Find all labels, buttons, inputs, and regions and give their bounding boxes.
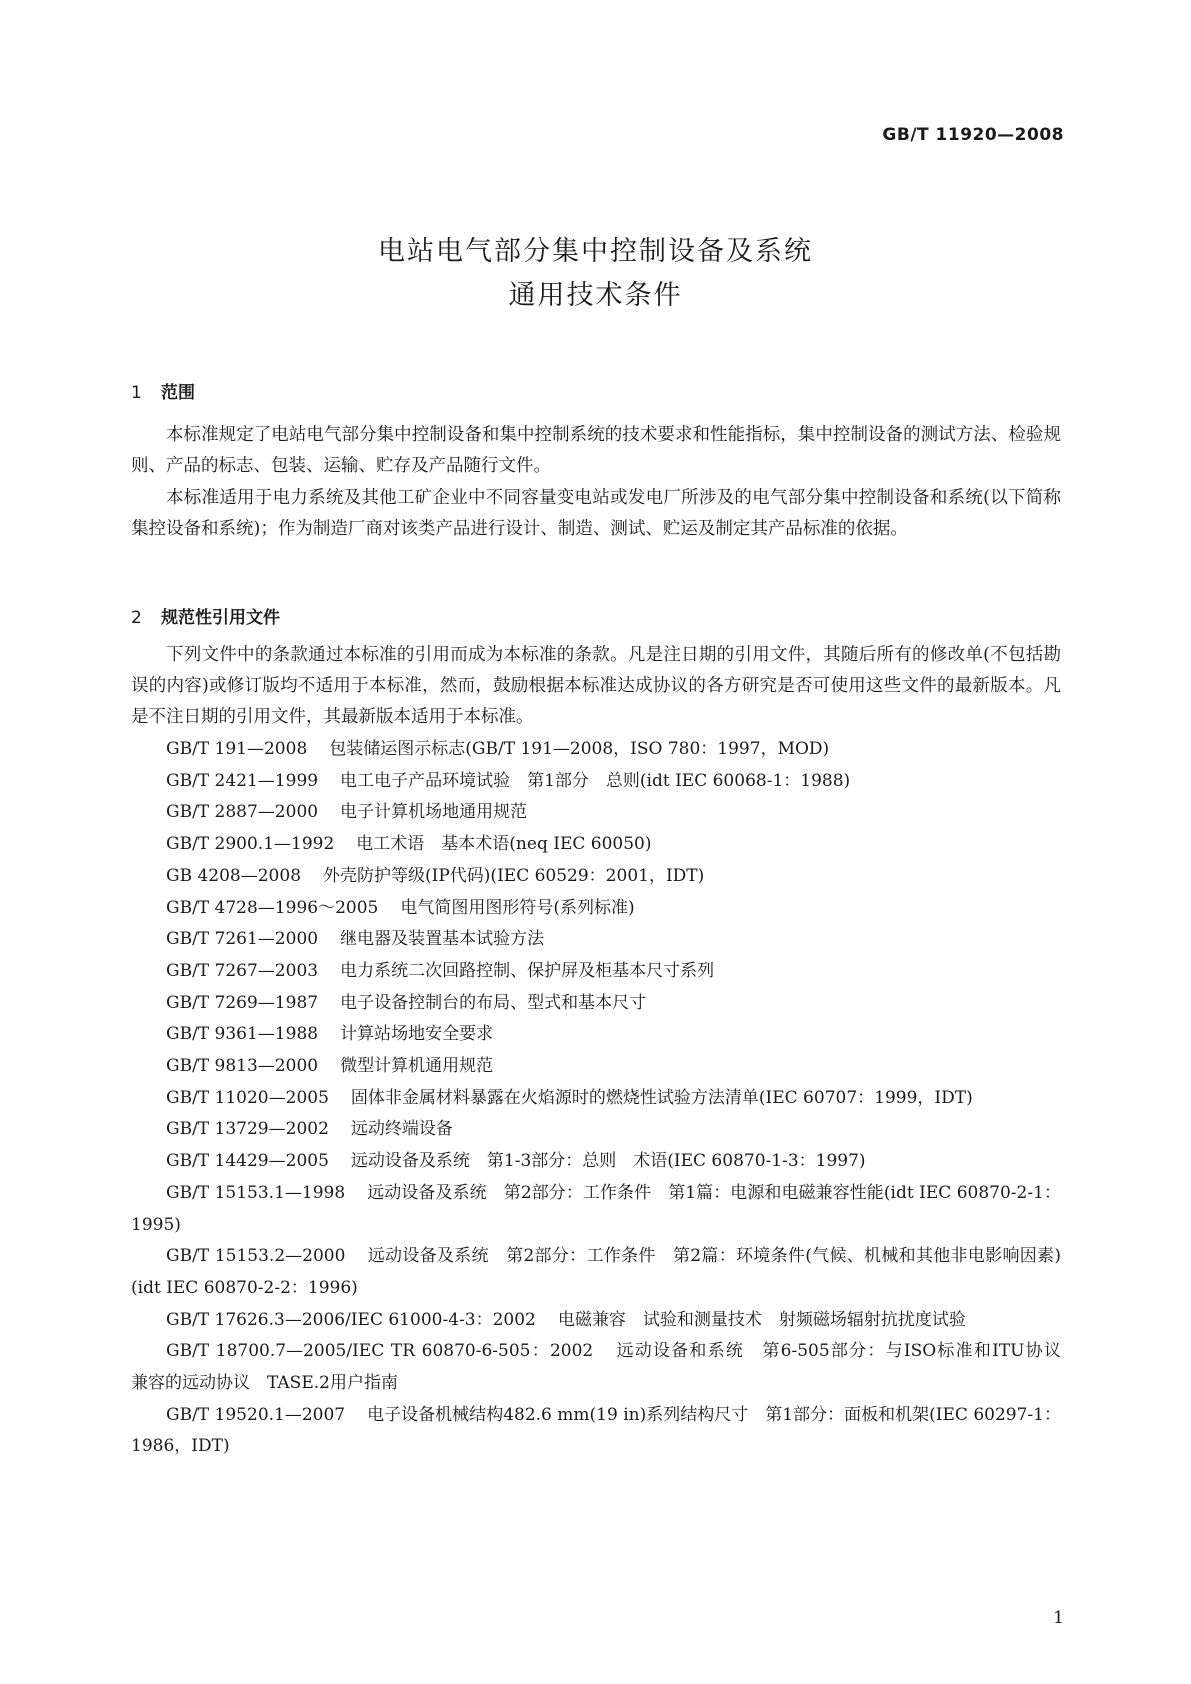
- reference-code: GB/T 4728—1996～2005: [166, 897, 379, 918]
- document-title-line1: 电站电气部分集中控制设备及系统: [378, 236, 813, 267]
- reference-title: 微型计算机通用规范: [340, 1056, 494, 1077]
- reference-item: [131, 1336, 1078, 1399]
- reference-title: 电工术语 基本术语(neq IEC 60050): [356, 834, 652, 855]
- reference-code: GB/T 191—2008: [166, 739, 308, 759]
- reference-code: GB/T 15153.2—2000: [166, 1246, 346, 1267]
- reference-item: [131, 956, 1061, 988]
- reference-title: 电磁兼容 试验和测量技术 射频磁场辐射抗扰度试验: [557, 1309, 966, 1330]
- section-1-heading: [131, 378, 195, 403]
- reference-title: 远动设备及系统 第2部分：工作条件 第2篇：环境条件(气候、机械和其他非电影响因素)(idt IEC 60870-2-2：1996): [131, 1246, 1061, 1298]
- section-1-paragraph-2: 本标准适用于电力系统及其他工矿企业中不同容量变电站或发电厂所涉及的电气部分集中控制设备和系统(以下简称集控设备和系统)；作为制造厂商对该类产品进行设计、制造、测试、贮运及制定其产品标准的依据。: [131, 488, 1061, 539]
- reference-title: 继电器及装置基本试验方法: [340, 929, 545, 950]
- reference-title: 远动设备和系统 第6-505部分：与ISO标准和ITU协议 兼容的远动协议 TASE.2用户指南: [131, 1341, 1078, 1394]
- section-2-heading: [131, 603, 280, 628]
- document-title-line2: 通用技术条件: [508, 280, 683, 311]
- reference-code: GB/T 7269—1987: [166, 992, 319, 1013]
- reference-item: [131, 797, 1061, 829]
- reference-item: [131, 1178, 1061, 1241]
- reference-code: GB/T 9813—2000: [166, 1056, 319, 1077]
- reference-code: GB/T 13729—2002: [166, 1119, 329, 1140]
- reference-code: GB/T 2421—1999: [166, 770, 319, 791]
- reference-title: 远动终端设备: [350, 1119, 453, 1140]
- section-1-paragraph-1: 本标准规定了电站电气部分集中控制设备和集中控制系统的技术要求和性能指标，集中控制设备的测试方法、检验规则、产品的标志、包装、运输、贮存及产品随行文件。: [131, 425, 1061, 476]
- reference-title: 电子计算机场地通用规范: [340, 802, 528, 823]
- reference-title: 远动设备及系统 第2部分：工作条件 第1篇：电源和电磁兼容性能(idt IEC 60870-2-1：1995): [131, 1182, 1061, 1235]
- section-1-number: 1: [131, 383, 142, 403]
- reference-item: [131, 734, 1061, 766]
- reference-item: [131, 988, 1061, 1020]
- section-2-intro: 下列文件中的条款通过本标准的引用而成为本标准的条款。凡是注日期的引用文件，其随后所有的修改单(不包括勘误的内容)或修订版均不适用于本标准，然而，鼓励根据本标准达成协议的各方研究是否可使用这些文件的最新版本。凡是不注日期的引用文件，其最新版本适用于本标准。: [131, 645, 1061, 727]
- reference-code: GB/T 14429—2005: [166, 1151, 329, 1172]
- reference-item: [131, 1083, 1061, 1115]
- reference-code: GB 4208—2008: [166, 865, 302, 886]
- standard-code: GB/T 11920—2008: [882, 125, 1064, 145]
- reference-item: [131, 1051, 1061, 1083]
- reference-item: [131, 1019, 1061, 1051]
- reference-item: [131, 1400, 1061, 1463]
- reference-code: GB/T 9361—1988: [166, 1024, 319, 1045]
- reference-title: 包装储运图示标志(GB/T 191—2008，ISO 780：1997，MOD): [329, 739, 830, 759]
- reference-code: GB/T 11020—2005: [166, 1087, 329, 1108]
- reference-item: [131, 1241, 1061, 1304]
- page-number: 1: [1053, 1608, 1064, 1628]
- reference-code: GB/T 17626.3—2006/IEC 61000-4-3：2002: [166, 1309, 536, 1330]
- section-1-title: 范围: [161, 383, 195, 403]
- reference-code: GB/T 18700.7—2005/IEC TR 60870-6-505：2002: [166, 1341, 594, 1362]
- reference-code: GB/T 15153.1—1998: [166, 1182, 346, 1203]
- reference-item: [131, 924, 1061, 956]
- reference-code: GB/T 2887—2000: [166, 802, 319, 823]
- reference-title: 电子设备控制台的布局、型式和基本尺寸: [340, 992, 647, 1013]
- reference-item: [131, 1305, 1061, 1337]
- reference-item: [131, 861, 1061, 893]
- reference-item: [131, 1146, 1061, 1178]
- reference-title: 电力系统二次回路控制、保护屏及柜基本尺寸系列: [340, 960, 715, 981]
- reference-item: [131, 829, 1061, 861]
- reference-list: [131, 734, 1078, 1463]
- reference-title: 远动设备及系统 第1-3部分：总则 术语(IEC 60870-1-3：1997): [350, 1151, 866, 1172]
- reference-title: 电气简图用图形符号(系列标准): [400, 897, 635, 918]
- reference-code: GB/T 7267—2003: [166, 960, 319, 981]
- section-2-title: 规范性引用文件: [161, 608, 280, 628]
- reference-title: 外壳防护等级(IP代码)(IEC 60529：2001，IDT): [323, 865, 705, 886]
- reference-item: [131, 893, 1061, 925]
- reference-item: [131, 766, 1061, 798]
- reference-item: [131, 1114, 1061, 1146]
- reference-title: 电子设备机械结构482.6 mm(19 in)系列结构尺寸 第1部分：面板和机架(IEC 60297-1：1986，IDT): [131, 1404, 1062, 1457]
- reference-title: 计算站场地安全要求: [340, 1024, 494, 1045]
- reference-title: 固体非金属材料暴露在火焰源时的燃烧性试验方法清单(IEC 60707：1999，IDT): [350, 1087, 973, 1108]
- reference-code: GB/T 7261—2000: [166, 929, 319, 950]
- reference-code: GB/T 2900.1—1992: [166, 834, 335, 855]
- reference-code: GB/T 19520.1—2007: [166, 1404, 346, 1425]
- section-2-number: 2: [131, 608, 142, 628]
- reference-title: 电工电子产品环境试验 第1部分 总则(idt IEC 60068-1：1988): [340, 770, 851, 791]
